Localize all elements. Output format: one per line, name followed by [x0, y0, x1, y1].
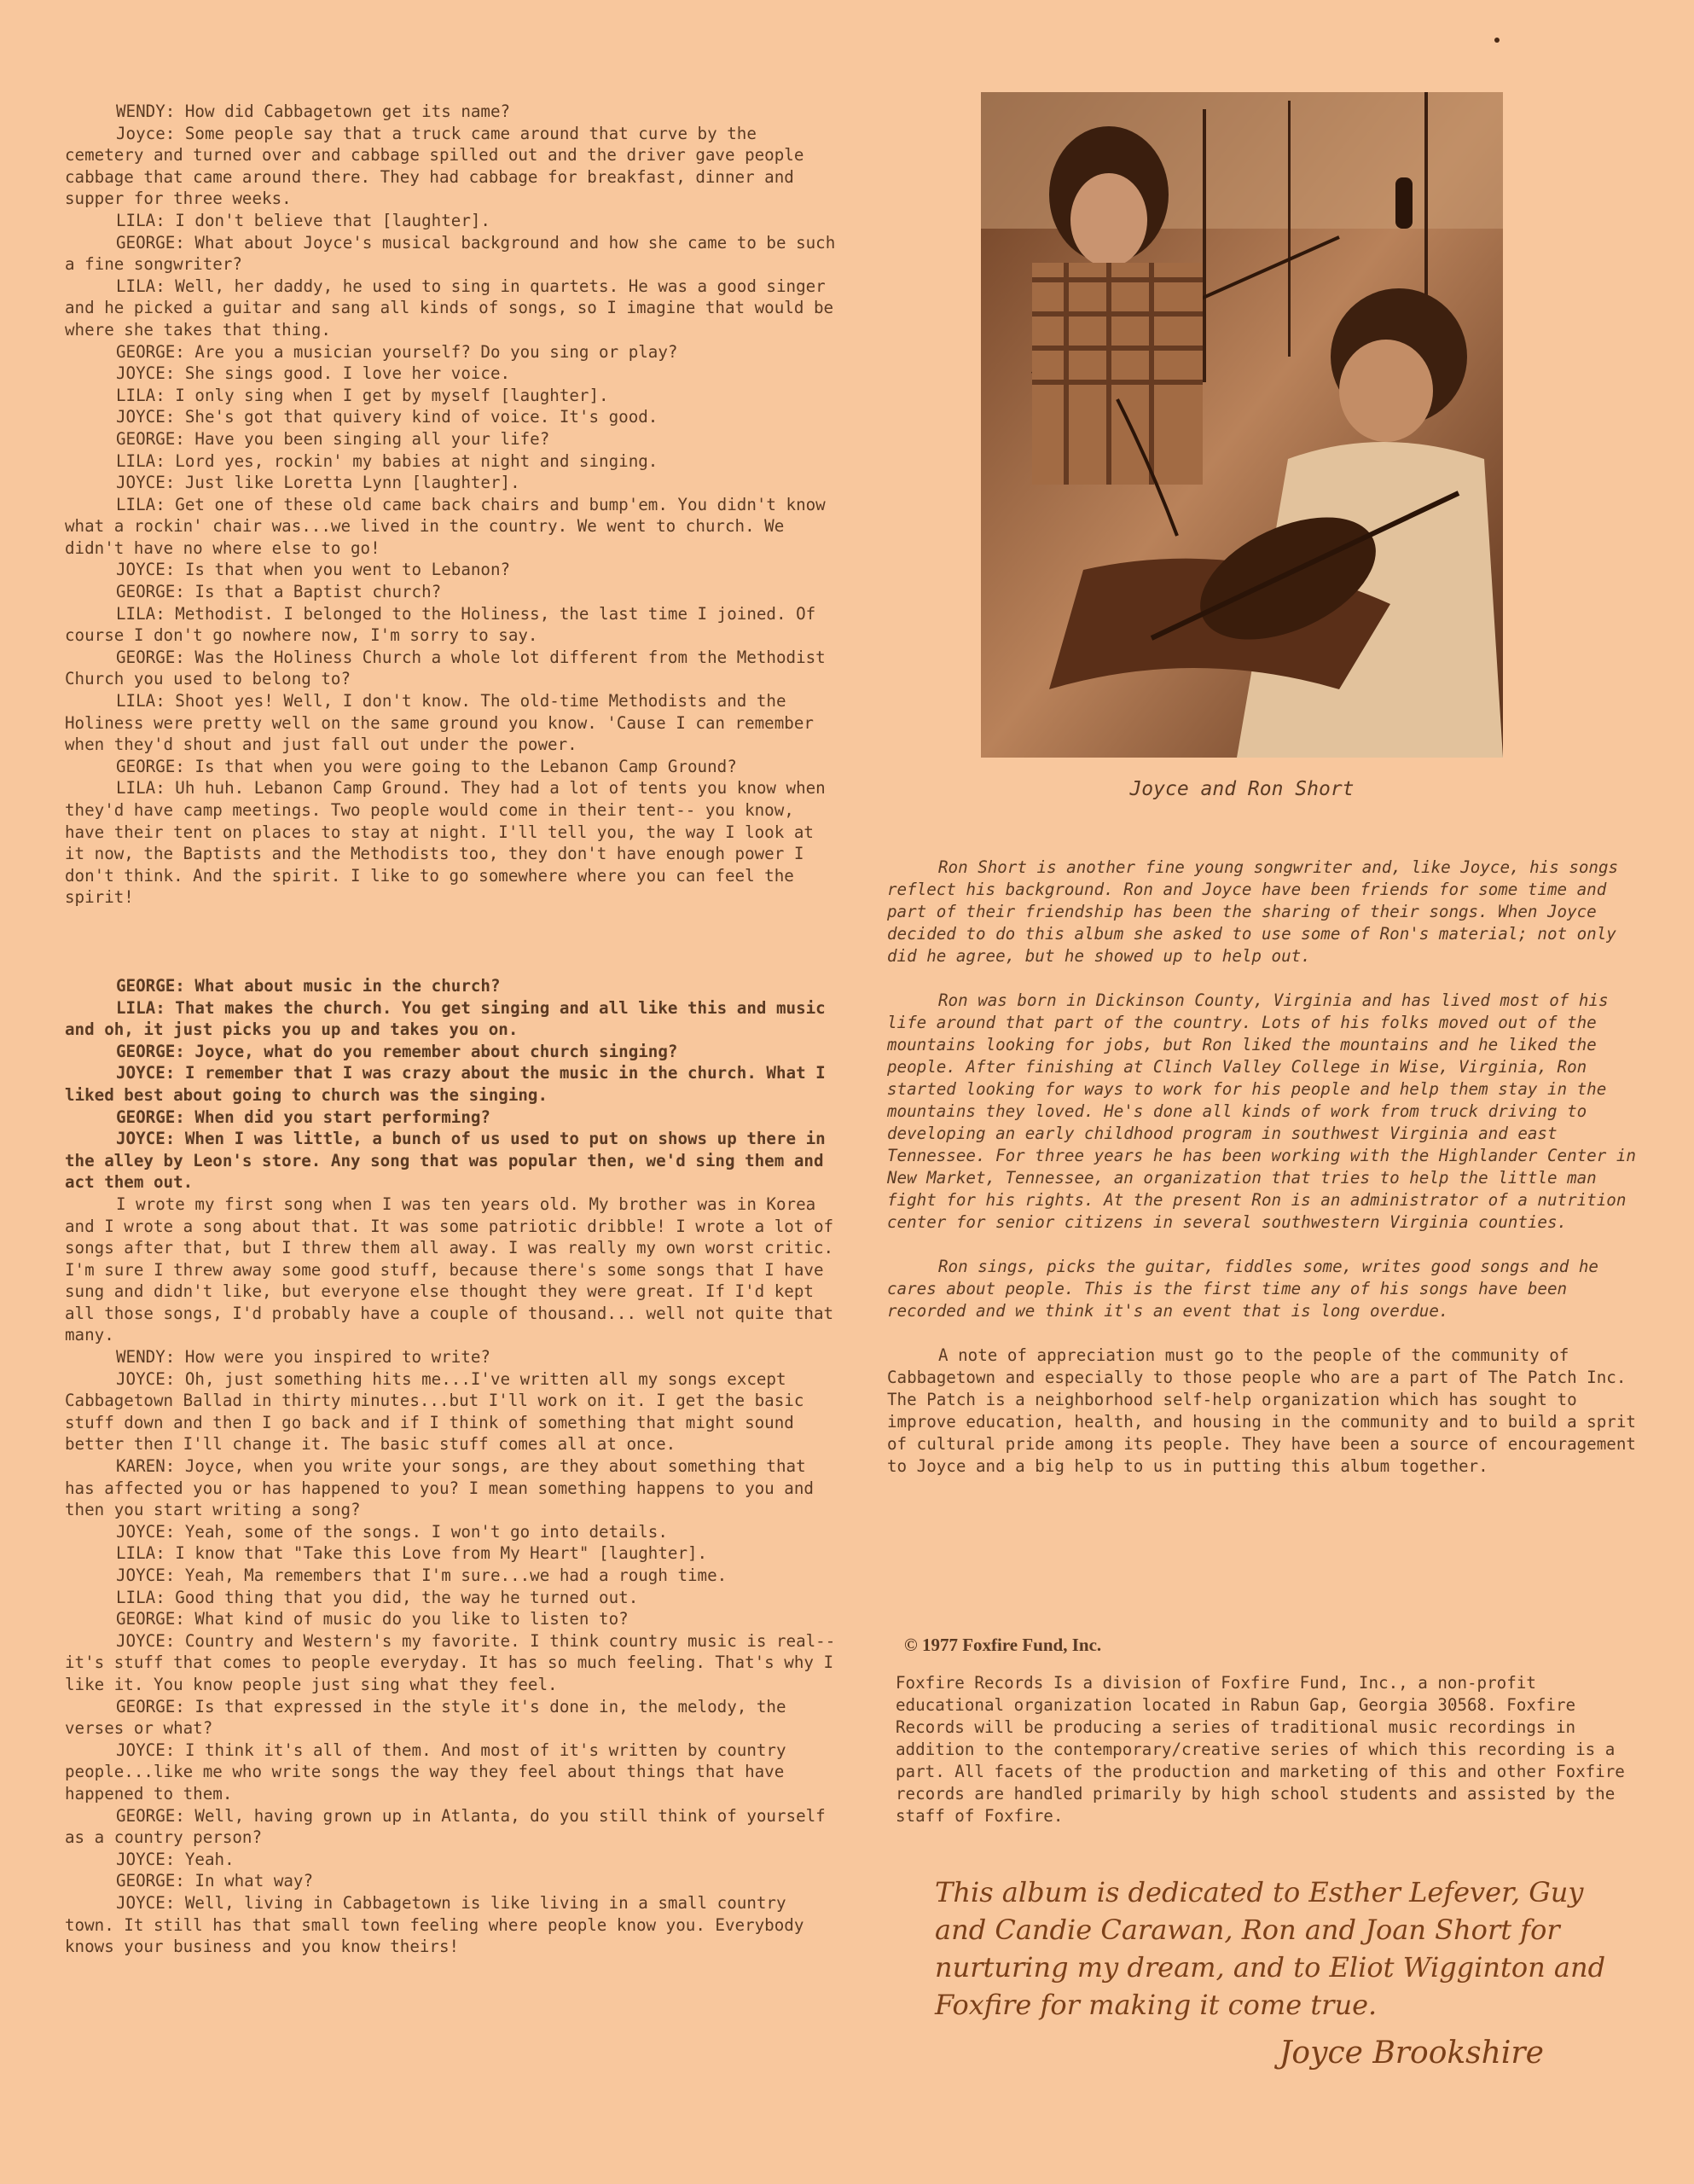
- interview-line: LILA: Lord yes, rockin' my babies at night and singing.: [116, 450, 658, 471]
- interview-line: GEORGE: Was the Holiness Church a whole lot different from the Methodist Church you used to belong to?: [65, 647, 826, 689]
- interview-line: WENDY: How did Cabbagetown get its name?: [116, 102, 511, 121]
- interview-line: GEORGE: What kind of music do you like to listen to?: [116, 1609, 629, 1629]
- interview-line: GEORGE: In what way?: [116, 1871, 314, 1891]
- interview-line: JOYCE: I think it's all of them. And most of it's written by country people...like me who write songs the way they feel about things that have happened to them.: [65, 1740, 786, 1804]
- interview-line: JOYCE: Just like Loretta Lynn [laughter].: [116, 473, 520, 493]
- interview-column: [65, 101, 841, 1958]
- spacer: [65, 909, 841, 975]
- interview-line: GEORGE: Is that when you were going to the Lebanon Camp Ground?: [116, 756, 737, 776]
- interview-line: KAREN: Joyce, when you write your songs, are they about something that has affected you or has happened to you? I mean something happens to you and then you start writing a song?: [65, 1456, 814, 1520]
- interview-line: LILA: I don't believe that [laughter].: [116, 210, 490, 230]
- interview-line: JOYCE: Oh, just something hits me...I've written all my songs except Cabbagetown Ballad in thirty minutes...but I'll work on it. I get the basic stuff down and then I go back and if I think of something that might sound better then I'll change it. The basic stuff comes all at once.: [65, 1368, 804, 1455]
- interview-line: GEORGE: What about music in the church?: [116, 975, 501, 996]
- interview-block-a: [65, 101, 841, 909]
- interview-line: GEORGE: Is that a Baptist church?: [116, 582, 442, 602]
- interview-line: JOYCE: She sings good. I love her voice.: [116, 363, 511, 384]
- copyright-notice: © 1977 Foxfire Fund, Inc.: [904, 1635, 1102, 1655]
- interview-line: I wrote my first song when I was ten years old. My brother was in Korea and I wrote a song about that. It was some patriotic dribble! I wrote a lot of songs after that, but I threw them all away. I was really my own worst critic. I'm sure I threw away some good stuff, because there's some songs that I have sung and didn't like, but everyone else thought they were great. If I'd kept all those songs, I'd probably have a couple of thousand... well not quite that many.: [65, 1194, 834, 1345]
- notes-column: [887, 857, 1646, 1500]
- interview-line: GEORGE: Is that expressed in the style it's done in, the melody, the verses or what?: [65, 1696, 786, 1739]
- interview-block-b: [65, 975, 841, 1194]
- interview-line: GEORGE: Well, having grown up in Atlanta, do you still think of yourself as a country person?: [65, 1805, 826, 1848]
- interview-line: JOYCE: Is that when you went to Lebanon?: [116, 560, 511, 580]
- interview-line: WENDY: How were you inspired to write?: [116, 1347, 490, 1368]
- interview-line: LILA: Get one of these old came back chairs and bump'em. You didn't know what a rockin' chair was...we lived in the country. We went to church. We didn't have no where else to go!: [65, 494, 826, 558]
- foxfire-records-notice: Foxfire Records Is a division of Foxfire Fund, Inc., a non-profit educational organization located in Rabun Gap, Georgia 30568. Foxfire Records will be producing a series of traditional music recordings in addition to the contemporary/creative series of which this recording is a part. All facets of the production and marketing of this and other Foxfire records are handled primarily by high school students and assisted by the staff of Foxfire.: [896, 1673, 1625, 1826]
- ron-short-paragraph-1: Ron Short is another fine young songwriter and, like Joyce, his songs reflect his background. Ron and Joyce have been friends for some time and part of their friendship has been the sharing of their songs. When Joyce decided to do this album she asked to use some of Ron's material; not only did he agree, but he showed up to help out.: [887, 857, 1619, 966]
- interview-block-c: [65, 1194, 841, 1958]
- interview-line: LILA: Shoot yes! Well, I don't know. The old-time Methodists and the Holiness were pretty well on the same ground you know. 'Cause I can remember when they'd shout and just fall out under the power.: [65, 691, 814, 755]
- interview-line: LILA: Uh huh. Lebanon Camp Ground. They had a lot of tents you know when they'd have camp meetings. Two people would come in their tent-- you know, have their tent on places to stay at night. I'll tell you, the way I look at it now, the Baptists and the Methodists too, they don't have enough power I don't think. And the spirit. I like to go somewhere where you can feel the spirit!: [65, 778, 826, 908]
- interview-line: GEORGE: Are you a musician yourself? Do you sing or play?: [116, 341, 678, 362]
- interview-line: LILA: Methodist. I belonged to the Holiness, the last time I joined. Of course I don't go nowhere now, I'm sorry to say.: [65, 603, 816, 646]
- interview-line: Joyce: Some people say that a truck came around that curve by the cemetery and turned over and cabbage spilled out and the driver gave people cabbage that came around there. They had cabbage for breakfast, dinner and supper for three weeks.: [65, 123, 804, 209]
- ron-short-paragraph-2: Ron was born in Dickinson County, Virginia and has lived most of his life around that part of the country. Lots of his folks moved out of the mountains looking for jobs, but Ron liked the mountains and he liked the people. After finishing at Clinch Valley College in Wise, Virginia, Ron started looking for ways to work for his people and help them stay in the mountains they loved. He's done all kinds of work from truck driving to developing an early childhood program in southwest Virginia and east Tennessee. For three years he has been working with the Highlander Center in New Market, Tennessee, an organization that tries to help the little man fight for his rights. At the present Ron is an administrator of a nutrition center for senior citizens in several southwestern Virginia counties.: [887, 990, 1636, 1232]
- interview-line: LILA: That makes the church. You get singing and all like this and music and oh, it just picks you up and takes you on.: [65, 997, 826, 1040]
- interview-line: JOYCE: Yeah, some of the songs. I won't go into details.: [116, 1521, 668, 1542]
- interview-line: JOYCE: Yeah, Ma remembers that I'm sure...we had a rough time.: [116, 1565, 728, 1585]
- handwritten-dedication: This album is dedicated to Esther Lefever, Guy and Candie Carawan, Ron and Joan Short for nurturing my dream, and to Eliot Wigginton and Foxfire for making it come true.: [935, 1876, 1606, 2021]
- interview-line: GEORGE: What about Joyce's musical background and how she came to be such a fine songwriter?: [65, 232, 836, 275]
- interview-line: GEORGE: Have you been singing all your life?: [116, 428, 550, 449]
- interview-line: LILA: I know that "Take this Love from My Heart" [laughter].: [116, 1543, 708, 1564]
- interview-line: GEORGE: Joyce, what do you remember about church singing?: [116, 1041, 678, 1061]
- interview-line: JOYCE: Country and Western's my favorite. I think country music is real-- it's stuff that comes to people everyday. It has so much feeling. That's why I like it. You know people just sing what they feel.: [65, 1630, 836, 1694]
- interview-line: JOYCE: When I was little, a bunch of us used to put on shows up there in the alley by Leon's store. Any song that was popular then, we'd sing them and act them out.: [65, 1129, 826, 1193]
- photo-caption: Joyce and Ron Short: [1129, 778, 1355, 800]
- interview-line: LILA: I only sing when I get by myself [laughter].: [116, 385, 609, 405]
- ink-speck: [1494, 38, 1500, 43]
- interview-line: JOYCE: She's got that quivery kind of voice. It's good.: [116, 407, 658, 427]
- interview-line: GEORGE: When did you start performing?: [116, 1107, 490, 1127]
- interview-line: JOYCE: Well, living in Cabbagetown is like living in a small country town. It still has that small town feeling where people know you. Everybody knows your business and you know theirs!: [65, 1892, 804, 1957]
- interview-line: JOYCE: I remember that I was crazy about the music in the church. What I liked best about going to church was the singing.: [65, 1063, 826, 1105]
- handwritten-signature: Joyce Brookshire: [1279, 2036, 1544, 2071]
- interview-line: LILA: Well, her daddy, he used to sing in quartets. He was a good singer and he picked a guitar and sang all kinds of songs, so I imagine that would be where she takes that thing.: [65, 276, 834, 340]
- interview-line: LILA: Good thing that you did, the way he turned out.: [116, 1587, 639, 1607]
- interview-line: JOYCE: Yeah.: [116, 1849, 235, 1869]
- appreciation-paragraph: A note of appreciation must go to the people of the community of Cabbagetown and especially to those people who are a part of The Patch Inc. The Patch is a neighborhood self-help organization which has sought to improve education, health, and housing in the community and to build a sprit of cultural pride among its people. They have been a source of encouragement to Joyce and a big help to us in putting this album together.: [887, 1345, 1636, 1476]
- ron-short-paragraph-3: Ron sings, picks the guitar, fiddles some, writes good songs and he cares about people. This is the first time any of his songs have been recorded and we think it's an event that is long overdue.: [887, 1257, 1598, 1321]
- photo-illustration: [981, 92, 1503, 758]
- photo-joyce-and-ron-short: [981, 92, 1503, 758]
